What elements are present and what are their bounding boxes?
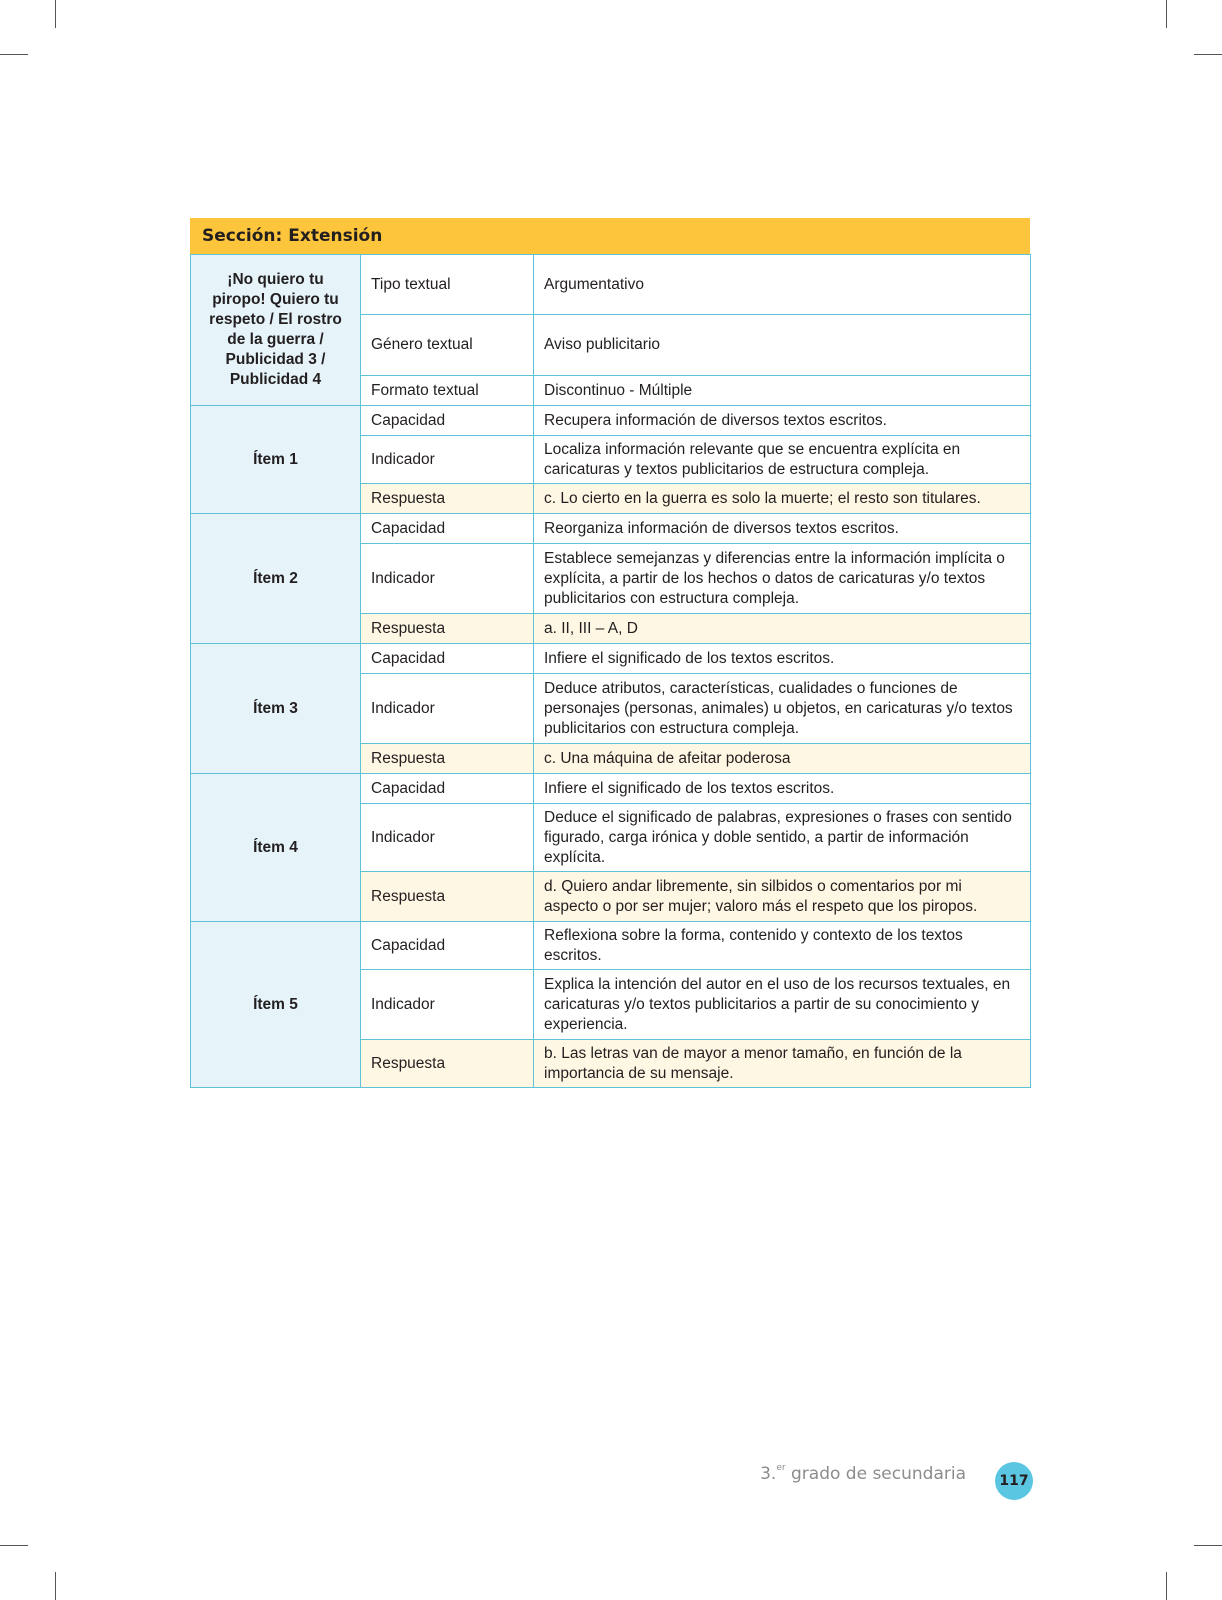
crop-mark <box>55 1572 56 1600</box>
capacidad-value: Recupera información de diversos textos escritos. <box>534 406 1031 436</box>
capacidad-value: Infiere el significado de los textos escritos. <box>534 644 1031 674</box>
item-label: Ítem 3 <box>191 644 361 774</box>
row-value: Discontinuo - Múltiple <box>534 376 1031 406</box>
respuesta-value: d. Quiero andar libremente, sin silbidos o comentarios por mi aspecto o por ser mujer; valoro más el respeto que los piropos. <box>534 872 1031 922</box>
crop-mark <box>0 54 28 55</box>
respuesta-value: b. Las letras van de mayor a menor tamaño, en función de la importancia de su mensaje. <box>534 1040 1031 1088</box>
row-value: Aviso publicitario <box>534 315 1031 376</box>
crop-mark <box>0 1545 28 1546</box>
respuesta-label: Respuesta <box>361 484 534 514</box>
indicador-value: Localiza información relevante que se encuentra explícita en caricaturas y textos publicitarios de estructura compleja. <box>534 436 1031 484</box>
respuesta-label: Respuesta <box>361 872 534 922</box>
capacidad-value: Infiere el significado de los textos escritos. <box>534 774 1031 804</box>
indicador-label: Indicador <box>361 804 534 872</box>
table-row <box>191 514 1031 544</box>
row-label: Tipo textual <box>361 255 534 315</box>
text-group-cell: ¡No quiero tu piropo! Quiero tu respeto / El rostro de la guerra / Publicidad 3 / Publicidad 4 <box>191 255 361 406</box>
grade-number: 3. <box>760 1464 777 1484</box>
respuesta-label: Respuesta <box>361 614 534 644</box>
respuesta-value: a. II, III – A, D <box>534 614 1031 644</box>
grade-text: grado de secundaria <box>785 1464 966 1484</box>
item-label: Ítem 4 <box>191 774 361 922</box>
grade-footer <box>760 1462 966 1486</box>
row-value: Argumentativo <box>534 255 1031 315</box>
item-label: Ítem 5 <box>191 922 361 1088</box>
capacidad-label: Capacidad <box>361 406 534 436</box>
indicador-value: Deduce atributos, características, cualidades o funciones de personajes (personas, animales) u objetos, en caricaturas y/o textos publicitarios con estructura compleja. <box>534 674 1031 744</box>
indicador-value: Explica la intención del autor en el uso de los recursos textuales, en caricaturas y/o textos publicitarios a partir de su conocimiento y experiencia. <box>534 970 1031 1040</box>
capacidad-label: Capacidad <box>361 922 534 970</box>
respuesta-label: Respuesta <box>361 1040 534 1088</box>
crop-mark <box>55 0 56 28</box>
table-row <box>191 255 1031 315</box>
crop-mark <box>1194 1545 1222 1546</box>
indicador-value: Deduce el significado de palabras, expresiones o frases con sentido figurado, carga irónica y doble sentido, a partir de información explícita. <box>534 804 1031 872</box>
item-label: Ítem 1 <box>191 406 361 514</box>
capacidad-value: Reorganiza información de diversos textos escritos. <box>534 514 1031 544</box>
table-row <box>191 406 1031 436</box>
table-row <box>191 644 1031 674</box>
indicador-label: Indicador <box>361 436 534 484</box>
capacidad-value: Reflexiona sobre la forma, contenido y contexto de los textos escritos. <box>534 922 1031 970</box>
capacidad-label: Capacidad <box>361 514 534 544</box>
table-row <box>191 774 1031 804</box>
respuesta-label: Respuesta <box>361 744 534 774</box>
respuesta-value: c. Lo cierto en la guerra es solo la muerte; el resto son titulares. <box>534 484 1031 514</box>
indicador-label: Indicador <box>361 674 534 744</box>
indicador-label: Indicador <box>361 544 534 614</box>
table-row <box>191 922 1031 970</box>
row-label: Género textual <box>361 315 534 376</box>
crop-mark <box>1166 0 1167 28</box>
respuesta-value: c. Una máquina de afeitar poderosa <box>534 744 1031 774</box>
indicador-value: Establece semejanzas y diferencias entre la información implícita o explícita, a partir de los hechos o datos de caricaturas y/o textos publicitarios con estructura compleja. <box>534 544 1031 614</box>
section-title: Sección: Extensión <box>190 218 1030 254</box>
item-label: Ítem 2 <box>191 514 361 644</box>
grade-suffix: er <box>776 1463 786 1473</box>
indicador-label: Indicador <box>361 970 534 1040</box>
row-label: Formato textual <box>361 376 534 406</box>
capacidad-label: Capacidad <box>361 774 534 804</box>
crop-mark <box>1194 54 1222 55</box>
page-number: 117 <box>995 1462 1033 1500</box>
evaluation-table <box>190 254 1031 1088</box>
capacidad-label: Capacidad <box>361 644 534 674</box>
crop-mark <box>1166 1572 1167 1600</box>
